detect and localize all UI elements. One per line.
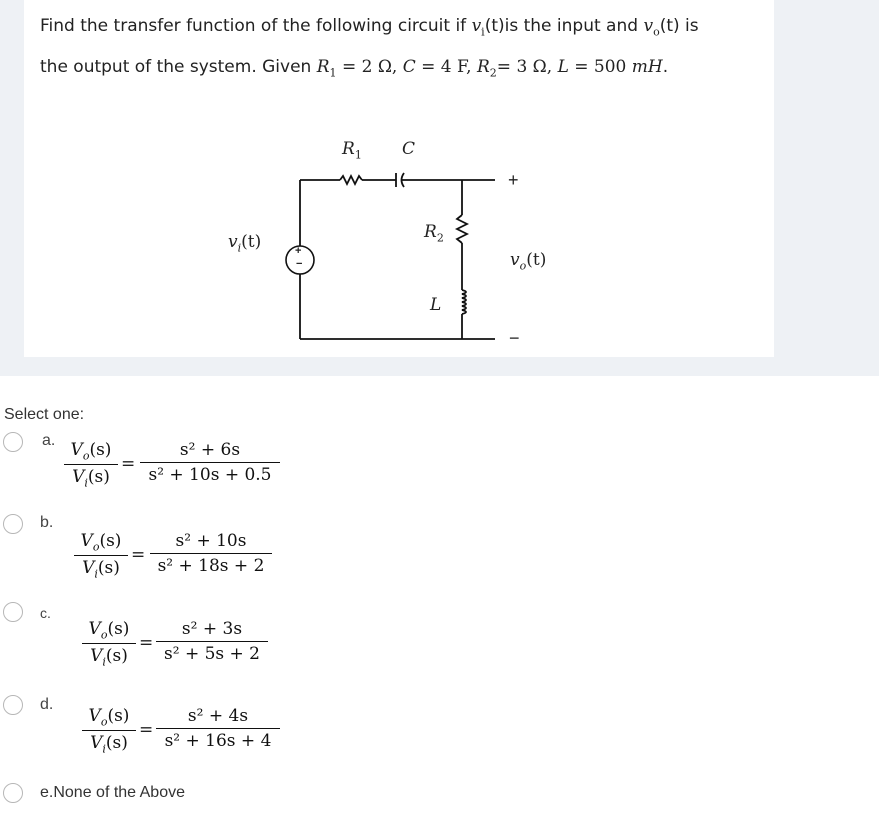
option-c[interactable] [0, 601, 420, 681]
question-text-part: Find the transfer function of the following circuit if [40, 16, 472, 36]
question-period: . [662, 57, 669, 77]
option-c-letter: c. [40, 605, 51, 621]
l-symbol: L [557, 57, 569, 77]
r2-label: $R_2$ [424, 222, 444, 245]
r1-subscript: 1 [329, 66, 337, 80]
option-c-numerator: s² + 3s [181, 619, 243, 639]
equals-sign: = [121, 454, 136, 474]
l-unit: mH [631, 57, 663, 77]
vi-subscript: i [481, 25, 485, 39]
option-e-label[interactable]: e.None of the Above [40, 784, 185, 801]
option-b[interactable] [0, 513, 420, 593]
r1-value: = 2 Ω, [336, 57, 403, 77]
question-text-part: the output of the system. Given [40, 57, 317, 77]
r2-subscript: 2 [489, 66, 497, 80]
option-a-numerator: s² + 6s [179, 440, 241, 460]
option-d-numerator: s² + 4s [187, 706, 249, 726]
question-text-part: (t) is [659, 16, 699, 36]
c-label: C [402, 139, 416, 159]
option-c-radio[interactable] [3, 602, 23, 622]
question-text-part: (t)is the input and [484, 16, 644, 36]
equals-sign: = [139, 720, 154, 740]
option-b-denominator: s² + 18s + 2 [157, 556, 265, 576]
vo-label: $v_o(t)$ [510, 250, 547, 273]
option-b-numerator: s² + 10s [175, 531, 247, 551]
source-plus-sign: + [295, 245, 302, 257]
option-a-letter: a. [42, 432, 56, 449]
select-one-label: Select one: [4, 406, 85, 423]
output-plus-sign: + [508, 170, 519, 190]
l-value: = 500 [568, 57, 632, 77]
r2-resistor [457, 215, 467, 243]
source-minus-sign: − [296, 258, 303, 270]
option-d-radio[interactable] [3, 695, 23, 715]
r1-resistor [340, 176, 362, 184]
lhs-fraction: $V_o(s)$ $V_i(s)$ [82, 706, 136, 756]
vo-symbol: v [643, 16, 654, 36]
l-label: L [430, 295, 442, 315]
option-d-letter: d. [40, 696, 54, 713]
c-symbol: C [402, 57, 416, 77]
equals-sign: = [139, 633, 154, 653]
option-d-denominator: s² + 16s + 4 [164, 731, 272, 751]
lhs-fraction: $V_o(s)$ $V_i(s)$ [74, 531, 128, 581]
r1-symbol: R [316, 57, 330, 77]
equals-sign: = [131, 545, 146, 565]
option-a-fraction [140, 440, 280, 485]
option-b-letter: b. [40, 514, 54, 531]
option-e-radio[interactable] [3, 783, 23, 803]
option-a[interactable] [0, 430, 420, 510]
vi-label: $v_i(t)$ [228, 232, 262, 255]
inductor [462, 290, 466, 314]
lhs-fraction: $V_o(s)$ $V_i(s)$ [82, 619, 136, 669]
option-a-denominator: s² + 10s + 0.5 [148, 465, 272, 485]
option-d[interactable] [0, 694, 420, 774]
option-a-radio[interactable] [3, 432, 23, 452]
vo-subscript: o [653, 25, 660, 39]
option-b-radio[interactable] [3, 514, 23, 534]
r2-value: = 3 Ω, [496, 57, 558, 77]
option-c-fraction [156, 619, 268, 664]
r1-label: $R_1$ [342, 139, 362, 162]
circuit-diagram [0, 0, 879, 376]
option-c-denominator: s² + 5s + 2 [164, 644, 260, 664]
output-minus-sign: − [509, 328, 520, 348]
option-d-fraction [156, 706, 280, 751]
lhs-fraction: $V_o(s)$ $V_i(s)$ [64, 440, 118, 490]
c-value: = 4 F, [415, 57, 477, 77]
vi-symbol: v [471, 16, 482, 36]
r2-symbol: R [476, 57, 490, 77]
option-b-fraction [150, 531, 272, 576]
